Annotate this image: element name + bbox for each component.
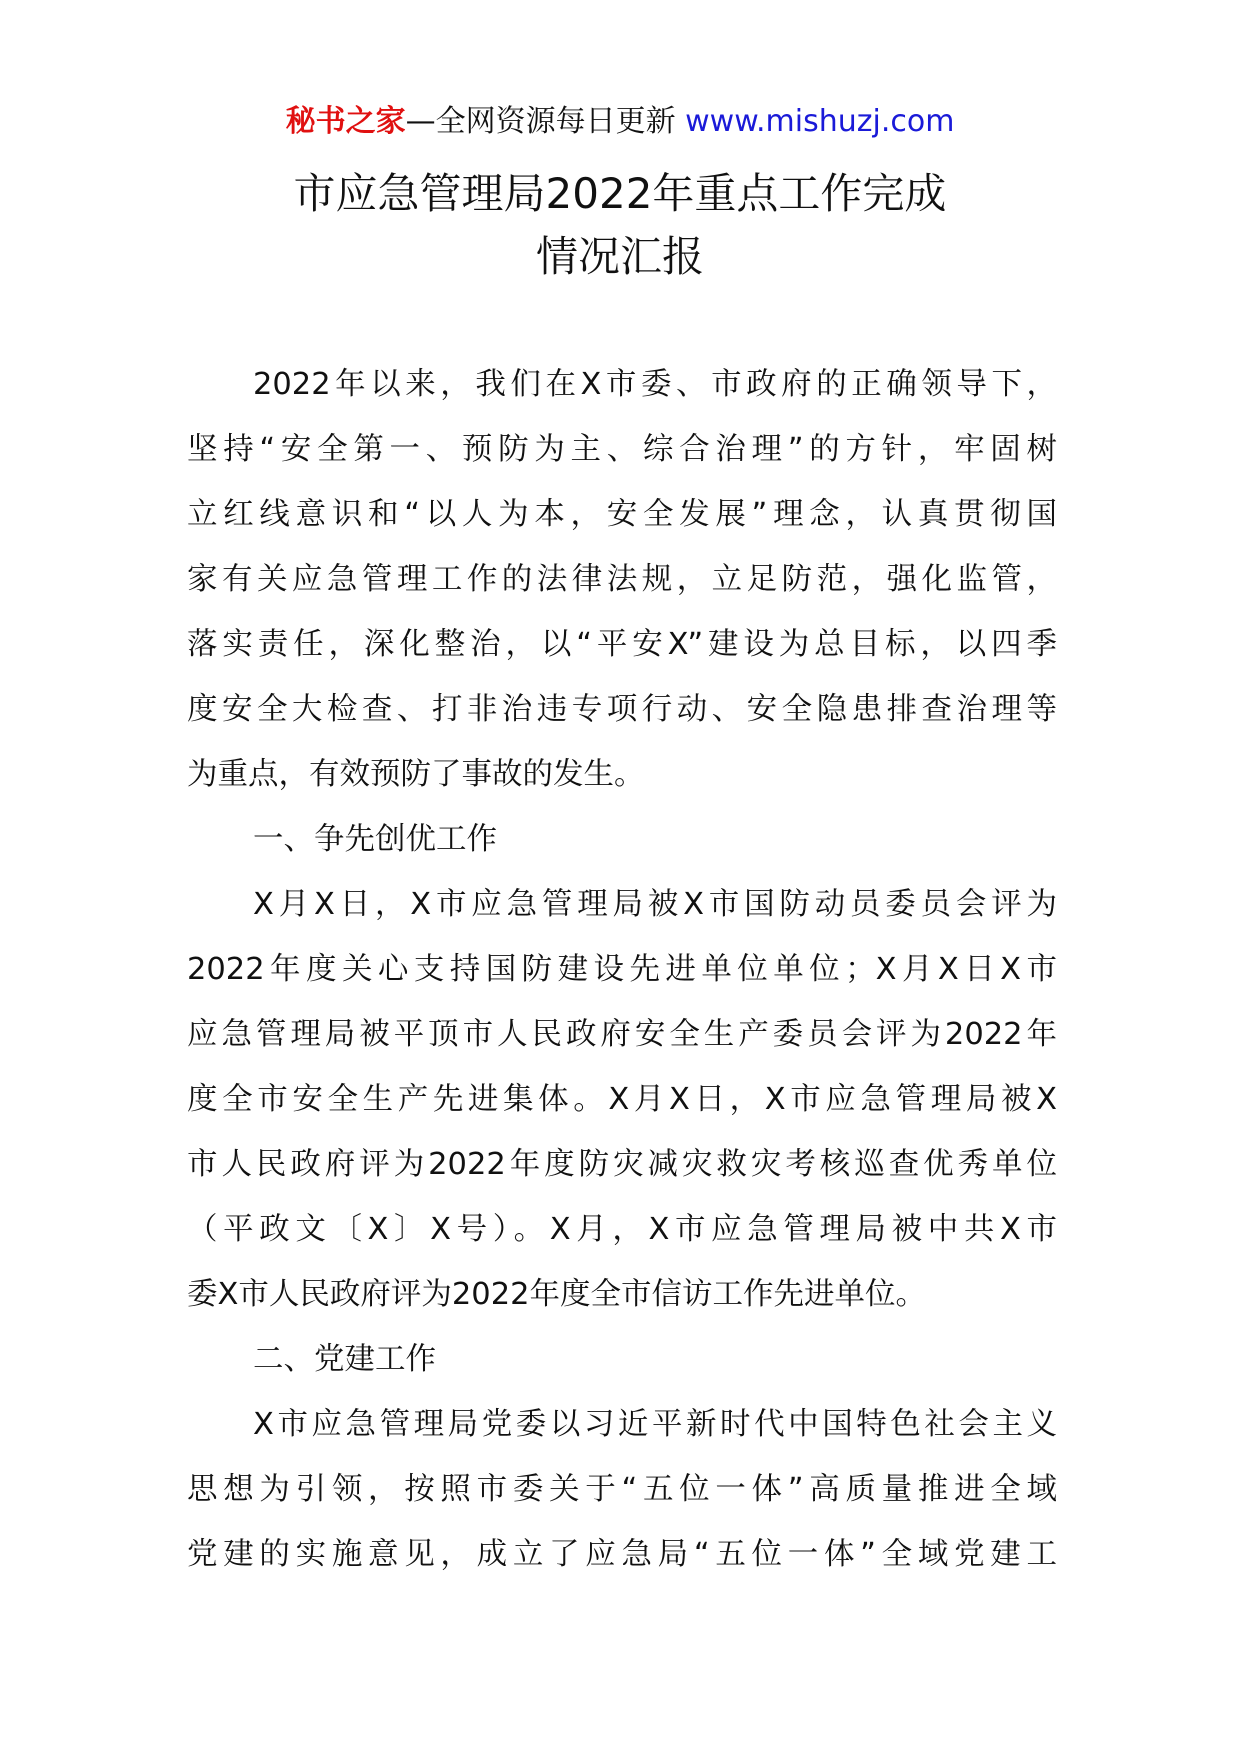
paragraph-intro-line: 为重点，有效预防了事故的发生。 bbox=[187, 757, 645, 792]
section-heading-party-building: 二、党建工作 bbox=[253, 1342, 436, 1377]
paragraph-party-building-line: 党建的实施意见，成立了应急局“五位一体”全域党建工 bbox=[187, 1537, 1057, 1572]
document-title-line-2: 情况汇报 bbox=[535, 232, 704, 281]
document-body bbox=[187, 352, 1057, 1587]
paragraph-awards-line: 度全市安全生产先进集体。X月X日，X市应急管理局被X bbox=[187, 1082, 1057, 1117]
document-title-line-1: 市应急管理局2022年重点工作完成 bbox=[293, 169, 947, 218]
section-heading-awards: 一、争先创优工作 bbox=[253, 822, 497, 857]
header-tagline: —全网资源每日更新 bbox=[405, 104, 676, 139]
paragraph-awards-line: 市人民政府评为2022年度防灾减灾救灾考核巡查优秀单位 bbox=[187, 1147, 1057, 1182]
paragraph-intro-line: 2022年以来，我们在X市委、市政府的正确领导下， bbox=[253, 367, 1057, 402]
paragraph-awards-line: 应急管理局被平顶市人民政府安全生产委员会评为2022年 bbox=[187, 1017, 1057, 1052]
paragraph-party-building-line: X市应急管理局党委以习近平新时代中国特色社会主义 bbox=[253, 1407, 1057, 1442]
paragraph-intro-line: 家有关应急管理工作的法律法规，立足防范，强化监管， bbox=[187, 562, 1057, 597]
site-url-link[interactable]: www.mishuzj.com bbox=[685, 104, 955, 139]
paragraph-intro-line: 坚持“安全第一、预防为主、综合治理”的方针，牢固树 bbox=[187, 432, 1057, 467]
paragraph-awards-line: 委X市人民政府评为2022年度全市信访工作先进单位。 bbox=[187, 1277, 927, 1312]
paragraph-awards-line: （平政文〔X〕X号）。X月，X市应急管理局被中共X市 bbox=[187, 1212, 1057, 1247]
paragraph-intro-line: 落实责任，深化整治，以“平安X”建设为总目标，以四季 bbox=[187, 627, 1057, 662]
paragraph-intro-line: 立红线意识和“以人为本，安全发展”理念，认真贯彻国 bbox=[187, 497, 1057, 532]
site-header bbox=[0, 100, 1240, 144]
paragraph-awards-line: X月X日，X市应急管理局被X市国防动员委员会评为 bbox=[253, 887, 1057, 922]
paragraph-awards-line: 2022年度关心支持国防建设先进单位单位；X月X日X市 bbox=[187, 952, 1057, 987]
paragraph-intro-line: 度安全大检查、打非治违专项行动、安全隐患排查治理等 bbox=[187, 692, 1057, 727]
paragraph-party-building-line: 思想为引领，按照市委关于“五位一体”高质量推进全域 bbox=[187, 1472, 1057, 1507]
brand-name: 秘书之家 bbox=[285, 104, 406, 139]
